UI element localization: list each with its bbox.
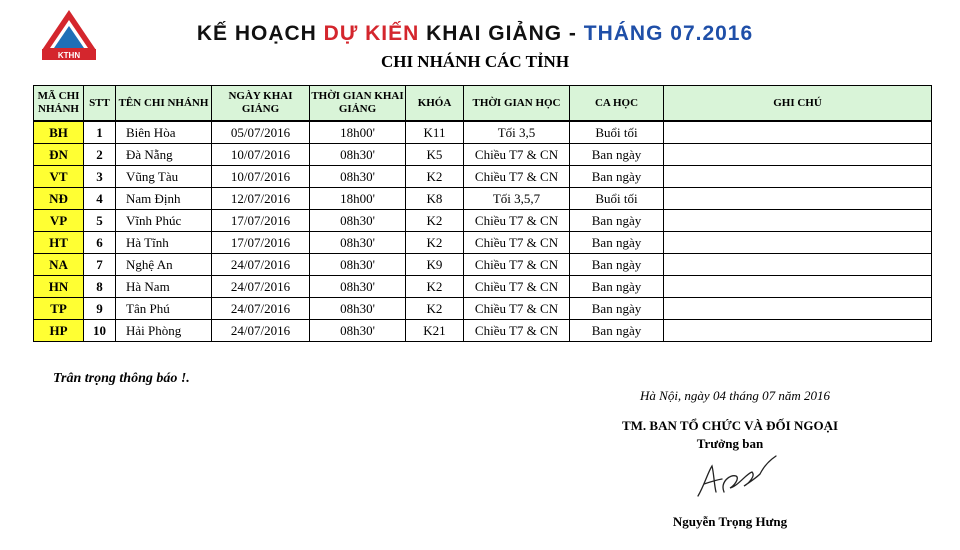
course: K11 bbox=[406, 121, 464, 144]
branch-code: HN bbox=[34, 276, 84, 298]
branch-code: HP bbox=[34, 320, 84, 342]
closing-note: Trân trọng thông báo !. bbox=[53, 371, 190, 386]
note bbox=[664, 166, 932, 188]
note bbox=[664, 298, 932, 320]
note bbox=[664, 254, 932, 276]
note bbox=[664, 144, 932, 166]
course: K2 bbox=[406, 298, 464, 320]
start-date: 24/07/2016 bbox=[212, 254, 310, 276]
branch-name: Vĩnh Phúc bbox=[116, 210, 212, 232]
start-date: 24/07/2016 bbox=[212, 276, 310, 298]
signature-icon bbox=[690, 452, 780, 502]
page-subtitle: CHI NHÁNH CÁC TỈNH bbox=[380, 52, 570, 71]
table-row bbox=[34, 121, 932, 144]
branch-name: Đà Nẵng bbox=[116, 144, 212, 166]
note bbox=[664, 210, 932, 232]
start-date: 10/07/2016 bbox=[212, 166, 310, 188]
course: K9 bbox=[406, 254, 464, 276]
start-time: 08h30' bbox=[310, 320, 406, 342]
branch-code: TP bbox=[34, 298, 84, 320]
branch-name: Hà Nam bbox=[116, 276, 212, 298]
note bbox=[664, 320, 932, 342]
row-number: 4 bbox=[84, 188, 116, 210]
start-time: 08h30' bbox=[310, 276, 406, 298]
column-header-stt: STT bbox=[84, 86, 116, 122]
column-header-schedule: THỜI GIAN HỌC bbox=[464, 86, 570, 122]
title-part-2: DỰ KIẾN bbox=[323, 22, 420, 45]
start-date: 10/07/2016 bbox=[212, 144, 310, 166]
start-time: 08h30' bbox=[310, 144, 406, 166]
branch-code: VT bbox=[34, 166, 84, 188]
schedule: Tối 3,5 bbox=[464, 121, 570, 144]
course: K2 bbox=[406, 276, 464, 298]
row-number: 10 bbox=[84, 320, 116, 342]
table-row bbox=[34, 320, 932, 342]
table-header-row bbox=[34, 86, 932, 122]
page-title bbox=[150, 22, 800, 46]
signer-role: Trưởng ban bbox=[696, 436, 764, 451]
branch-code: ĐN bbox=[34, 144, 84, 166]
signer-name: Nguyễn Trọng Hưng bbox=[672, 514, 788, 529]
schedule: Chiều T7 & CN bbox=[464, 232, 570, 254]
schedule: Chiều T7 & CN bbox=[464, 276, 570, 298]
session: Buổi tối bbox=[570, 121, 664, 144]
note bbox=[664, 188, 932, 210]
table-row bbox=[34, 254, 932, 276]
table-row bbox=[34, 188, 932, 210]
column-header-branch-code: MÃ CHI NHÁNH bbox=[34, 86, 84, 122]
note bbox=[664, 121, 932, 144]
start-time: 18h00' bbox=[310, 188, 406, 210]
branch-code: VP bbox=[34, 210, 84, 232]
course: K5 bbox=[406, 144, 464, 166]
session: Ban ngày bbox=[570, 298, 664, 320]
branch-code: HT bbox=[34, 232, 84, 254]
schedule: Chiều T7 & CN bbox=[464, 144, 570, 166]
organization-name: TM. BAN TỔ CHỨC VÀ ĐỐI NGOẠI bbox=[621, 418, 839, 433]
start-time: 08h30' bbox=[310, 232, 406, 254]
branch-name: Hải Phòng bbox=[116, 320, 212, 342]
note bbox=[664, 232, 932, 254]
kthn-logo bbox=[40, 8, 98, 62]
table-row bbox=[34, 144, 932, 166]
column-header-session: CA HỌC bbox=[570, 86, 664, 122]
start-date: 05/07/2016 bbox=[212, 121, 310, 144]
schedule: Tối 3,5,7 bbox=[464, 188, 570, 210]
course: K8 bbox=[406, 188, 464, 210]
table-row bbox=[34, 276, 932, 298]
schedule: Chiều T7 & CN bbox=[464, 298, 570, 320]
table-row bbox=[34, 298, 932, 320]
column-header-branch-name: TÊN CHI NHÁNH bbox=[116, 86, 212, 122]
note bbox=[664, 276, 932, 298]
start-time: 18h00' bbox=[310, 121, 406, 144]
row-number: 9 bbox=[84, 298, 116, 320]
branch-code: BH bbox=[34, 121, 84, 144]
branch-schedule-table bbox=[33, 85, 932, 342]
start-date: 24/07/2016 bbox=[212, 298, 310, 320]
column-header-course: KHÓA bbox=[406, 86, 464, 122]
session: Buổi tối bbox=[570, 188, 664, 210]
title-part-4: THÁNG 07.2016 bbox=[583, 22, 754, 45]
row-number: 5 bbox=[84, 210, 116, 232]
column-header-start-time: THỜI GIAN KHAI GIẢNG bbox=[310, 86, 406, 122]
session: Ban ngày bbox=[570, 254, 664, 276]
session: Ban ngày bbox=[570, 232, 664, 254]
start-date: 24/07/2016 bbox=[212, 320, 310, 342]
column-header-start-date: NGÀY KHAI GIẢNG bbox=[212, 86, 310, 122]
course: K2 bbox=[406, 166, 464, 188]
table-row bbox=[34, 232, 932, 254]
start-time: 08h30' bbox=[310, 166, 406, 188]
logo-text: KTHN bbox=[57, 51, 81, 60]
row-number: 7 bbox=[84, 254, 116, 276]
row-number: 6 bbox=[84, 232, 116, 254]
branch-name: Tân Phú bbox=[116, 298, 212, 320]
title-part-3: KHAI GIẢNG - bbox=[419, 22, 584, 45]
course: K21 bbox=[406, 320, 464, 342]
branch-name: Nghệ An bbox=[116, 254, 212, 276]
start-time: 08h30' bbox=[310, 254, 406, 276]
branch-name: Nam Định bbox=[116, 188, 212, 210]
schedule: Chiều T7 & CN bbox=[464, 254, 570, 276]
table-row bbox=[34, 166, 932, 188]
column-header-note: GHI CHÚ bbox=[664, 86, 932, 122]
dateline: Hà Nội, ngày 04 tháng 07 năm 2016 bbox=[640, 388, 830, 403]
branch-code: NA bbox=[34, 254, 84, 276]
table-row bbox=[34, 210, 932, 232]
branch-code: NĐ bbox=[34, 188, 84, 210]
row-number: 8 bbox=[84, 276, 116, 298]
row-number: 3 bbox=[84, 166, 116, 188]
start-time: 08h30' bbox=[310, 298, 406, 320]
start-time: 08h30' bbox=[310, 210, 406, 232]
schedule: Chiều T7 & CN bbox=[464, 320, 570, 342]
branch-name: Vũng Tàu bbox=[116, 166, 212, 188]
course: K2 bbox=[406, 210, 464, 232]
course: K2 bbox=[406, 232, 464, 254]
session: Ban ngày bbox=[570, 276, 664, 298]
row-number: 2 bbox=[84, 144, 116, 166]
schedule: Chiều T7 & CN bbox=[464, 166, 570, 188]
session: Ban ngày bbox=[570, 166, 664, 188]
session: Ban ngày bbox=[570, 144, 664, 166]
start-date: 12/07/2016 bbox=[212, 188, 310, 210]
row-number: 1 bbox=[84, 121, 116, 144]
branch-name: Hà Tĩnh bbox=[116, 232, 212, 254]
session: Ban ngày bbox=[570, 210, 664, 232]
schedule: Chiều T7 & CN bbox=[464, 210, 570, 232]
start-date: 17/07/2016 bbox=[212, 210, 310, 232]
session: Ban ngày bbox=[570, 320, 664, 342]
branch-name: Biên Hòa bbox=[116, 121, 212, 144]
title-part-1: KẾ HOẠCH bbox=[196, 22, 324, 45]
start-date: 17/07/2016 bbox=[212, 232, 310, 254]
